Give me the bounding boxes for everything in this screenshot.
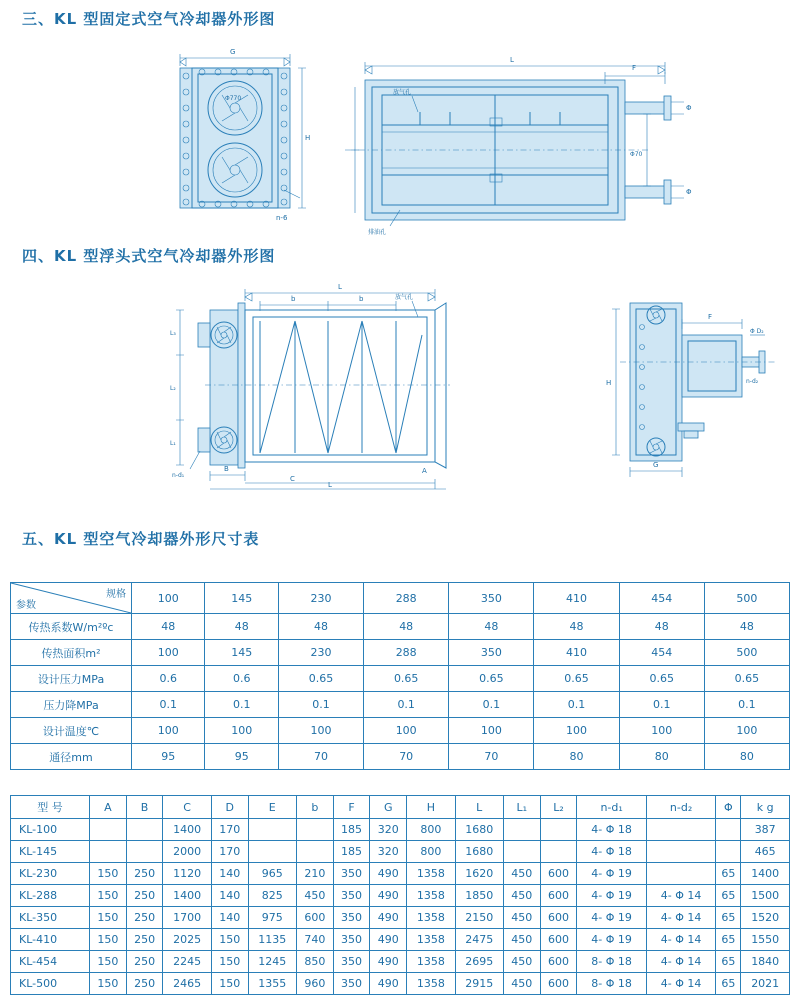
spec-corner-cell xyxy=(11,583,132,614)
spec-col-288: 288 xyxy=(364,583,449,614)
dim-cell: 250 xyxy=(126,863,163,885)
dim-cell: 350 xyxy=(333,973,370,995)
svg-text:F: F xyxy=(632,64,637,72)
dim-cell: 490 xyxy=(370,907,407,929)
dim-cell: 450 xyxy=(503,863,540,885)
dim-cell: 250 xyxy=(126,885,163,907)
dim-cell: 1680 xyxy=(455,819,503,841)
spec-row-label: 设计温度℃ xyxy=(11,718,132,744)
spec-cell: 0.1 xyxy=(278,692,363,718)
svg-text:C: C xyxy=(290,475,295,483)
spec-corner-label-param: 参数 xyxy=(16,600,36,611)
spec-row-label: 传热系数W/m²ºc xyxy=(11,614,132,640)
spec-cell: 70 xyxy=(449,744,534,770)
dim-header-l1: L₁ xyxy=(503,796,540,819)
dim-cell: 600 xyxy=(540,951,577,973)
dim-header-l: L xyxy=(455,796,503,819)
fig1-main-view xyxy=(345,56,692,236)
dim-model: KL-230 xyxy=(11,863,90,885)
dim-header-f: F xyxy=(333,796,370,819)
spec-cell: 0.1 xyxy=(619,692,704,718)
spec-row-label: 传热面积m² xyxy=(11,640,132,666)
spec-cell: 80 xyxy=(534,744,619,770)
dim-model: KL-350 xyxy=(11,907,90,929)
dim-cell: 1245 xyxy=(248,951,296,973)
dim-model: KL-454 xyxy=(11,951,90,973)
svg-text:n-d₁: n-d₁ xyxy=(172,472,185,479)
spec-col-350: 350 xyxy=(449,583,534,614)
spec-cell: 0.6 xyxy=(132,666,205,692)
spec-cell: 0.65 xyxy=(704,666,789,692)
svg-text:Φ: Φ xyxy=(686,104,692,112)
dim-cell: 600 xyxy=(540,863,577,885)
dim-cell: 465 xyxy=(741,841,790,863)
dim-cell: 600 xyxy=(296,907,333,929)
dim-header-b: B xyxy=(126,796,163,819)
svg-text:放气孔: 放气孔 xyxy=(395,294,414,301)
dim-cell: 140 xyxy=(211,863,248,885)
dim-cell: 4- Φ 19 xyxy=(577,929,646,951)
section-title-5: 五、KL 型空气冷却器外形尺寸表 xyxy=(22,530,260,548)
spec-cell: 48 xyxy=(534,614,619,640)
spec-cell: 454 xyxy=(619,640,704,666)
spec-cell: 145 xyxy=(205,640,278,666)
spec-cell: 410 xyxy=(534,640,619,666)
dim-cell: 150 xyxy=(211,951,248,973)
dim-cell: 185 xyxy=(333,841,370,863)
figure-fixed-type-outline xyxy=(150,40,790,236)
spec-cell: 48 xyxy=(278,614,363,640)
dim-header-e: E xyxy=(248,796,296,819)
dim-cell: 140 xyxy=(211,885,248,907)
table-row xyxy=(11,819,790,841)
spec-cell: 100 xyxy=(132,718,205,744)
dim-cell xyxy=(716,819,741,841)
dim-cell xyxy=(540,819,577,841)
spec-cell: 0.1 xyxy=(205,692,278,718)
dim-cell: 250 xyxy=(126,973,163,995)
spec-cell: 230 xyxy=(278,640,363,666)
dim-cell: 1400 xyxy=(163,819,211,841)
dim-cell: 4- Φ 14 xyxy=(646,885,715,907)
dim-header-h: H xyxy=(407,796,455,819)
dim-cell: 490 xyxy=(370,885,407,907)
dim-cell: 350 xyxy=(333,863,370,885)
svg-text:b: b xyxy=(359,295,364,303)
dim-cell: 740 xyxy=(296,929,333,951)
dim-cell: 4- Φ 19 xyxy=(577,863,646,885)
spec-cell: 100 xyxy=(534,718,619,744)
dim-cell: 600 xyxy=(540,885,577,907)
spec-cell: 0.65 xyxy=(534,666,619,692)
svg-text:L₂: L₂ xyxy=(170,385,176,392)
dim-cell: 150 xyxy=(90,885,127,907)
dim-model: KL-145 xyxy=(11,841,90,863)
dim-cell: 1840 xyxy=(741,951,790,973)
dim-header-kg: k g xyxy=(741,796,790,819)
dim-cell: 450 xyxy=(503,885,540,907)
dim-cell: 2150 xyxy=(455,907,503,929)
dim-cell: 1520 xyxy=(741,907,790,929)
spec-cell: 100 xyxy=(619,718,704,744)
spec-cell: 0.1 xyxy=(449,692,534,718)
dim-cell: 2025 xyxy=(163,929,211,951)
spec-col-410: 410 xyxy=(534,583,619,614)
dim-cell: 4- Φ 19 xyxy=(577,885,646,907)
dim-cell: 1358 xyxy=(407,973,455,995)
dim-cell: 1120 xyxy=(163,863,211,885)
dim-cell: 250 xyxy=(126,951,163,973)
spec-cell: 0.65 xyxy=(619,666,704,692)
svg-text:A: A xyxy=(422,467,427,475)
dim-header-nd2: n-d₂ xyxy=(646,796,715,819)
table-row xyxy=(11,692,790,718)
dim-cell: 185 xyxy=(333,819,370,841)
spec-cell: 48 xyxy=(205,614,278,640)
dim-header-phi: Φ xyxy=(716,796,741,819)
section-title-4: 四、KL 型浮头式空气冷却器外形图 xyxy=(22,247,276,265)
svg-text:Φ70: Φ70 xyxy=(630,151,643,158)
dim-cell: 150 xyxy=(90,929,127,951)
spec-cell: 100 xyxy=(364,718,449,744)
dim-model: KL-288 xyxy=(11,885,90,907)
dim-cell: 65 xyxy=(716,951,741,973)
spec-cell: 48 xyxy=(619,614,704,640)
dim-cell xyxy=(646,841,715,863)
svg-text:H: H xyxy=(305,134,311,142)
svg-text:F: F xyxy=(708,313,713,321)
table-row-header xyxy=(11,796,790,819)
dim-cell: 150 xyxy=(90,951,127,973)
svg-text:Φ D₂: Φ D₂ xyxy=(750,328,764,335)
dim-cell xyxy=(296,819,333,841)
spec-table xyxy=(10,582,790,770)
dim-cell: 800 xyxy=(407,841,455,863)
dim-cell xyxy=(296,841,333,863)
dim-cell: 1400 xyxy=(741,863,790,885)
dim-cell xyxy=(248,819,296,841)
dim-cell: 1358 xyxy=(407,885,455,907)
dim-cell: 1550 xyxy=(741,929,790,951)
dim-cell: 2021 xyxy=(741,973,790,995)
svg-text:n-d₂: n-d₂ xyxy=(746,378,759,385)
svg-text:B: B xyxy=(224,465,229,473)
dim-header-b-small: b xyxy=(296,796,333,819)
dim-cell: 1680 xyxy=(455,841,503,863)
dim-cell xyxy=(646,819,715,841)
spec-cell: 48 xyxy=(449,614,534,640)
dim-cell: 490 xyxy=(370,863,407,885)
table-row xyxy=(11,885,790,907)
dim-cell: 965 xyxy=(248,863,296,885)
dim-cell: 975 xyxy=(248,907,296,929)
dim-cell: 1358 xyxy=(407,907,455,929)
dim-cell xyxy=(716,841,741,863)
spec-cell: 80 xyxy=(619,744,704,770)
dim-cell: 4- Φ 18 xyxy=(577,841,646,863)
dim-cell: 8- Φ 18 xyxy=(577,973,646,995)
dim-cell: 150 xyxy=(211,929,248,951)
dim-cell: 4- Φ 14 xyxy=(646,973,715,995)
dim-cell: 2465 xyxy=(163,973,211,995)
dim-cell: 387 xyxy=(741,819,790,841)
dim-cell xyxy=(90,819,127,841)
svg-text:Φ: Φ xyxy=(686,188,692,196)
table-row xyxy=(11,718,790,744)
fig2-main-view xyxy=(170,283,450,489)
svg-text:G: G xyxy=(653,461,659,469)
spec-cell: 500 xyxy=(704,640,789,666)
dim-cell: 170 xyxy=(211,841,248,863)
svg-text:L₃: L₃ xyxy=(170,330,176,337)
svg-text:Φ770: Φ770 xyxy=(225,95,242,102)
dim-cell: 350 xyxy=(333,929,370,951)
spec-cell: 0.1 xyxy=(704,692,789,718)
dim-cell xyxy=(503,819,540,841)
dim-cell: 4- Φ 18 xyxy=(577,819,646,841)
spec-cell: 0.1 xyxy=(132,692,205,718)
figure-floating-head-outline xyxy=(150,275,790,490)
dim-cell: 4- Φ 14 xyxy=(646,907,715,929)
spec-cell: 70 xyxy=(364,744,449,770)
dim-cell: 1620 xyxy=(455,863,503,885)
dimension-table xyxy=(10,795,790,995)
dim-cell: 450 xyxy=(503,907,540,929)
spec-col-454: 454 xyxy=(619,583,704,614)
dim-cell: 1500 xyxy=(741,885,790,907)
spec-cell: 48 xyxy=(364,614,449,640)
spec-cell: 100 xyxy=(132,640,205,666)
dim-cell: 800 xyxy=(407,819,455,841)
dim-cell: 150 xyxy=(90,973,127,995)
dim-cell: 350 xyxy=(333,951,370,973)
table-row xyxy=(11,929,790,951)
dim-cell: 65 xyxy=(716,885,741,907)
spec-cell: 0.1 xyxy=(364,692,449,718)
dim-cell: 1358 xyxy=(407,929,455,951)
spec-cell: 0.65 xyxy=(449,666,534,692)
dim-cell: 2915 xyxy=(455,973,503,995)
dim-cell: 825 xyxy=(248,885,296,907)
svg-text:L: L xyxy=(338,283,342,291)
dim-cell: 150 xyxy=(90,863,127,885)
dim-cell: 2000 xyxy=(163,841,211,863)
svg-text:放气孔: 放气孔 xyxy=(393,89,412,96)
table-row xyxy=(11,973,790,995)
fig1-end-view xyxy=(180,48,310,222)
table-row xyxy=(11,744,790,770)
dim-cell: 490 xyxy=(370,951,407,973)
dim-cell: 210 xyxy=(296,863,333,885)
dim-cell: 4- Φ 14 xyxy=(646,929,715,951)
svg-text:L₁: L₁ xyxy=(170,440,176,447)
dim-cell: 450 xyxy=(296,885,333,907)
dim-cell: 250 xyxy=(126,907,163,929)
dim-cell xyxy=(248,841,296,863)
dim-cell: 960 xyxy=(296,973,333,995)
dim-cell: 1700 xyxy=(163,907,211,929)
spec-row-label: 设计压力MPa xyxy=(11,666,132,692)
dim-cell xyxy=(646,863,715,885)
dim-header-c: C xyxy=(163,796,211,819)
dim-cell: 8- Φ 18 xyxy=(577,951,646,973)
dim-cell: 1355 xyxy=(248,973,296,995)
dim-cell: 150 xyxy=(211,973,248,995)
spec-cell: 288 xyxy=(364,640,449,666)
dim-cell: 1358 xyxy=(407,863,455,885)
svg-text:G: G xyxy=(230,48,236,56)
dim-cell: 140 xyxy=(211,907,248,929)
table-row xyxy=(11,907,790,929)
dim-cell xyxy=(126,819,163,841)
svg-text:L: L xyxy=(328,481,332,489)
dim-model: KL-500 xyxy=(11,973,90,995)
dim-header-model: 型 号 xyxy=(11,796,90,819)
spec-cell: 70 xyxy=(278,744,363,770)
table-row xyxy=(11,841,790,863)
dim-cell: 2475 xyxy=(455,929,503,951)
spec-corner-label-spec: 规格 xyxy=(106,589,126,600)
dim-cell xyxy=(503,841,540,863)
dim-cell: 65 xyxy=(716,973,741,995)
spec-cell: 95 xyxy=(132,744,205,770)
spec-cell: 0.65 xyxy=(364,666,449,692)
spec-cell: 100 xyxy=(278,718,363,744)
svg-text:L: L xyxy=(510,56,514,64)
dim-cell xyxy=(540,841,577,863)
dim-cell: 1135 xyxy=(248,929,296,951)
dim-header-nd1: n-d₁ xyxy=(577,796,646,819)
dim-header-g: G xyxy=(370,796,407,819)
dim-cell: 320 xyxy=(370,819,407,841)
spec-col-145: 145 xyxy=(205,583,278,614)
dim-cell: 65 xyxy=(716,929,741,951)
spec-col-100: 100 xyxy=(132,583,205,614)
spec-cell: 95 xyxy=(205,744,278,770)
svg-text:H: H xyxy=(606,379,612,387)
dim-cell: 170 xyxy=(211,819,248,841)
dim-cell: 4- Φ 19 xyxy=(577,907,646,929)
dim-cell: 350 xyxy=(333,885,370,907)
dim-cell: 65 xyxy=(716,863,741,885)
dim-cell: 450 xyxy=(503,973,540,995)
dim-cell: 250 xyxy=(126,929,163,951)
dim-cell: 600 xyxy=(540,929,577,951)
dim-cell: 350 xyxy=(333,907,370,929)
dim-header-d: D xyxy=(211,796,248,819)
section-title-3: 三、KL 型固定式空气冷却器外形图 xyxy=(22,10,276,28)
svg-text:n-6: n-6 xyxy=(276,214,288,222)
dim-cell: 2245 xyxy=(163,951,211,973)
fig2-side-view xyxy=(606,303,775,477)
dim-cell: 600 xyxy=(540,907,577,929)
spec-cell: 80 xyxy=(704,744,789,770)
spec-cell: 0.6 xyxy=(205,666,278,692)
dim-cell: 150 xyxy=(90,907,127,929)
table-row xyxy=(11,640,790,666)
spec-row-label: 压力降MPa xyxy=(11,692,132,718)
dim-cell: 600 xyxy=(540,973,577,995)
spec-cell: 350 xyxy=(449,640,534,666)
dim-header-l2: L₂ xyxy=(540,796,577,819)
table-row xyxy=(11,863,790,885)
dim-cell: 1850 xyxy=(455,885,503,907)
dim-header-a: A xyxy=(90,796,127,819)
dim-cell xyxy=(126,841,163,863)
dim-model: KL-100 xyxy=(11,819,90,841)
dim-cell: 2695 xyxy=(455,951,503,973)
spec-row-label: 通径mm xyxy=(11,744,132,770)
dim-cell: 850 xyxy=(296,951,333,973)
spec-cell: 48 xyxy=(132,614,205,640)
table-row-header xyxy=(11,583,790,614)
dim-cell: 320 xyxy=(370,841,407,863)
spec-col-500: 500 xyxy=(704,583,789,614)
svg-text:b: b xyxy=(291,295,296,303)
dim-cell: 450 xyxy=(503,951,540,973)
svg-text:排油孔: 排油孔 xyxy=(368,229,387,236)
spec-cell: 100 xyxy=(704,718,789,744)
dim-cell: 4- Φ 14 xyxy=(646,951,715,973)
table-row xyxy=(11,666,790,692)
dim-cell: 450 xyxy=(503,929,540,951)
dim-cell: 490 xyxy=(370,929,407,951)
spec-cell: 100 xyxy=(205,718,278,744)
spec-cell: 48 xyxy=(704,614,789,640)
table-row xyxy=(11,614,790,640)
dim-cell: 1400 xyxy=(163,885,211,907)
spec-cell: 100 xyxy=(449,718,534,744)
spec-cell: 0.65 xyxy=(278,666,363,692)
spec-col-230: 230 xyxy=(278,583,363,614)
dim-cell: 490 xyxy=(370,973,407,995)
dim-cell: 65 xyxy=(716,907,741,929)
dim-cell: 1358 xyxy=(407,951,455,973)
dim-model: KL-410 xyxy=(11,929,90,951)
table-row xyxy=(11,951,790,973)
spec-cell: 0.1 xyxy=(534,692,619,718)
dim-cell xyxy=(90,841,127,863)
